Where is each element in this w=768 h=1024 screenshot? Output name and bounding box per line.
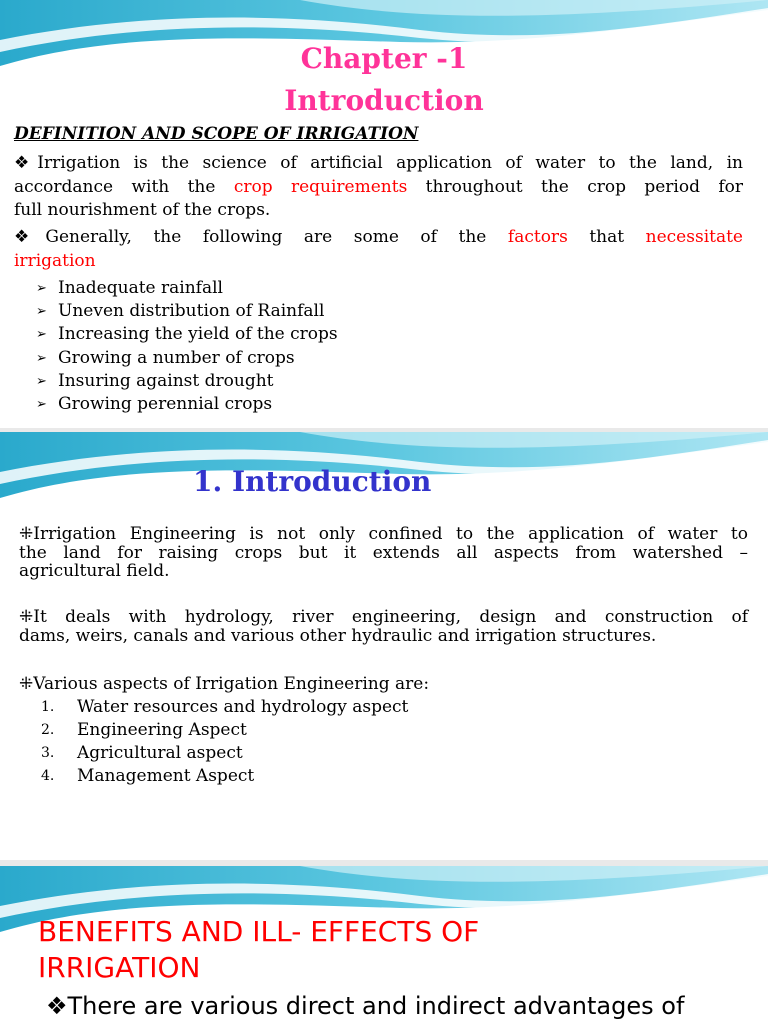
arrow-bullet-icon: ➢ [36,304,47,320]
list-item: ➢ Inadequate rainfall [36,277,338,300]
asterism-bullet-icon: ⁜ [19,674,34,694]
list-item: 3. Agricultural aspect [41,743,243,763]
arrow-bullet-icon: ➢ [36,350,47,366]
list-item: ➢ Growing perennial crops [36,393,338,416]
arrow-bullet-icon: ➢ [36,281,47,296]
arrow-bullet-icon: ➢ [36,396,47,412]
arrow-bullet-icon: ➢ [36,373,47,389]
paragraph-benefits: ❖There are various direct and indirect advantages of [46,992,685,1020]
diamond-bullet-icon: ❖ [14,227,46,247]
paragraph-hydrology: ⁜It deals with hydrology, river engineering, design and construction of dams, weirs, canals and various other hydraulic and irrigation structures. [19,607,748,646]
paragraph-factors: ❖Generally, the following are some of the factors that necessitate irrigation [14,227,743,271]
asterism-bullet-icon: ⁜ [19,524,34,544]
page-title: 1. Introduction [193,465,432,498]
paragraph-scope: ⁜Irrigation Engineering is not only confined to the application of water to the land for raising crops but it extends all aspects from watershed – agricultural field. [19,524,748,581]
chapter-label: Chapter -1 [300,42,468,75]
paragraph-aspects: ⁜Various aspects of Irrigation Engineering are: [19,674,430,694]
page-title: BENEFITS AND ILL- EFFECTS OF IRRIGATION [38,915,480,984]
slide-2 [0,432,768,860]
section-heading: DEFINITION AND SCOPE OF IRRIGATION [14,124,419,144]
list-item: ➢ Insuring against drought [36,370,338,393]
diamond-bullet-icon: ❖ [14,153,38,173]
slide-3 [0,866,768,1024]
list-item: 4. Management Aspect [41,766,255,786]
arrow-bullet-icon: ➢ [36,327,47,343]
diamond-bullet-icon: ❖ [46,992,68,1020]
paragraph-definition: ❖Irrigation is the science of artificial application of water to the land, in accordance with the crop requirements throughout the crop period for full nourishment of the crops. [14,153,743,220]
list-item: ➢ Uneven distribution of Rainfall [36,300,338,323]
page-title: Introduction [284,84,484,117]
asterism-bullet-icon: ⁜ [19,607,34,627]
slide-1 [0,0,768,428]
list-item: ➢ Growing a number of crops [36,347,338,370]
factors-list [36,277,338,416]
list-item: ➢ Increasing the yield of the crops [36,323,338,346]
aspects-list [41,696,408,788]
list-item: 1. Water resources and hydrology aspect [41,697,409,717]
list-item: 2. Engineering Aspect [41,720,247,740]
